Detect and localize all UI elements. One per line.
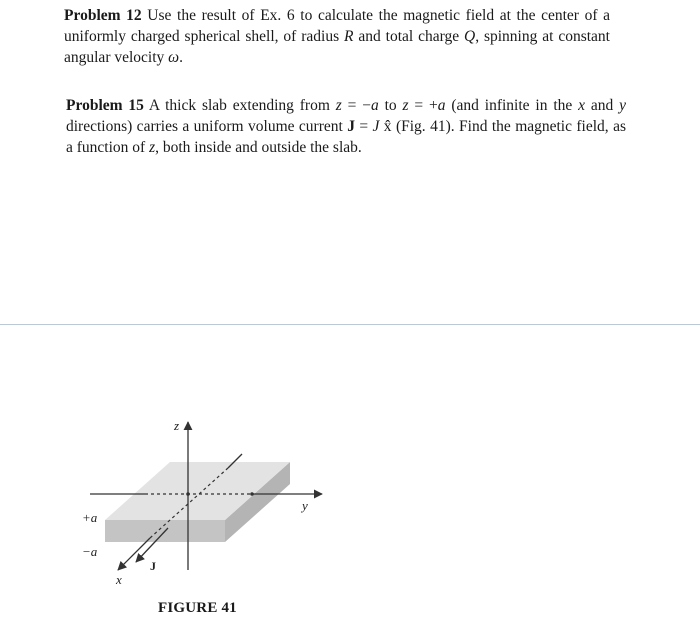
problem-15-text: , both inside and outside the slab. [155,139,362,156]
z-variable: z [149,139,156,156]
problem-15-text: A thick slab extending from [143,97,336,114]
y-axis-label: y [302,498,308,513]
problem-12-label: Problem 12 [64,7,142,24]
figure-caption: FIGURE 41 [158,600,237,616]
radius-variable: R [344,28,354,45]
problem-15-text: directions) carries a uniform volume current [66,118,348,135]
problem-12 [64,5,610,68]
x-axis-lower [118,538,150,570]
problem-15-text: and [585,97,620,114]
x-axis-label: x [116,572,122,587]
x-variable: x [578,97,586,114]
j-label: J [150,559,156,573]
charge-variable: Q [464,28,476,45]
current-density-magnitude: J [372,118,380,135]
problem-15-text: x̂ (Fig. 41). Find the magnetic field, as a function of [66,118,626,156]
origin-dot [186,492,190,496]
problem-15-label: Problem 15 [66,97,144,114]
problem-15 [66,95,626,158]
problem-12-text: . [179,49,183,66]
problem-15-text: to [378,97,403,114]
z-variable: z [402,97,409,114]
problem-12-text: , spinning at constant angular velocity [64,28,610,66]
plus-a-label: +a [82,510,98,525]
problem-15-text: (and infinite in the [445,97,579,114]
a-variable: a [437,97,446,114]
problem-12-text: and total charge [353,28,464,45]
a-variable: a [371,97,379,114]
problem-15-text: = [354,118,373,135]
z-variable: z [335,97,342,114]
page-divider [0,324,700,325]
slab-edge-dot [250,492,254,496]
problem-12-text: Use the result of Ex. 6 to calculate the magnetic field at the center of a uniformly charged spherical shell, of radius [64,7,610,45]
z-axis-label: z [174,418,180,433]
problem-15-text: = + [408,97,438,114]
current-density-vector: J [347,118,355,135]
omega-variable: ω [168,49,180,66]
problem-15-text: = − [341,97,371,114]
figure-41-diagram [70,410,340,590]
minus-a-label: −a [82,544,98,559]
y-variable: y [619,97,627,114]
